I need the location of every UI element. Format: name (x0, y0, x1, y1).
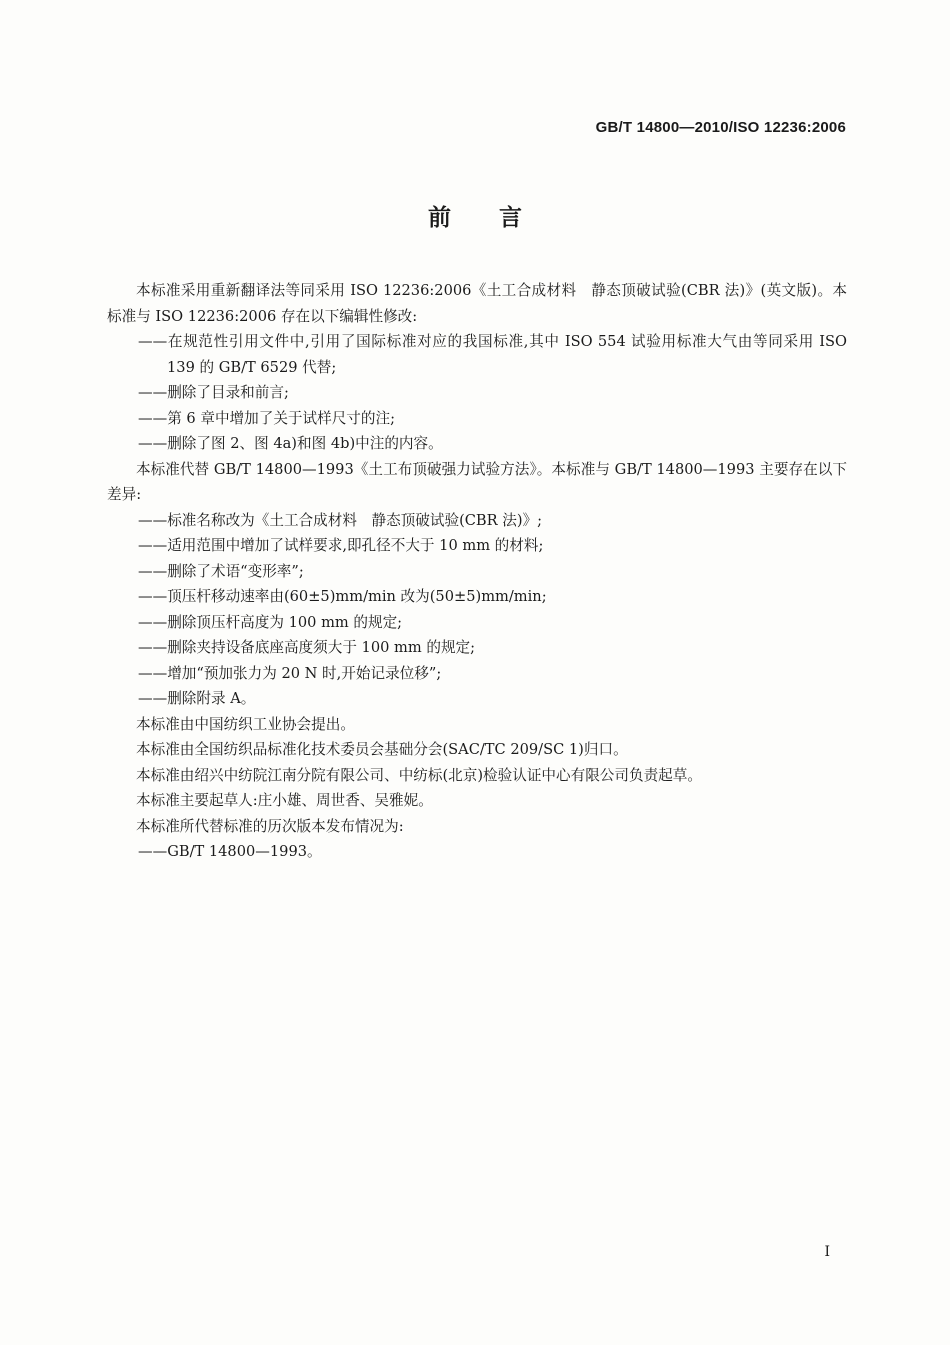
list-item: ——删除附录 A。 (138, 690, 256, 707)
list-item: ——删除夹持设备底座高度须大于 100 mm 的规定; (138, 639, 476, 656)
foreword-body (107, 278, 847, 865)
list-item: ——第 6 章中增加了关于试样尺寸的注; (138, 409, 395, 427)
paragraph: 本标准采用重新翻译法等同采用 ISO 12236:2006《土工合成材料 静态顶破试验(CBR 法)》(英文版)。本标准与 ISO 12236:2006 存在以下编辑性修改: (107, 282, 847, 325)
standard-number: GB/T 14800—2010/ISO 12236:2006 (595, 119, 846, 136)
page-title: 前言 (428, 205, 570, 231)
list-item: ——适用范围中增加了试样要求,即孔径不大于 10 mm 的材料; (138, 537, 544, 554)
paragraph: 本标准由全国纺织品标准化技术委员会基础分会(SAC/TC 209/SC 1)归口。 (136, 741, 628, 758)
list-item: ——在规范性引用文件中,引用了国际标准对应的我国标准,其中 ISO 554 试验用标准大气由等同采用 ISO 139 的 GB/T 6529 代替; (138, 333, 847, 376)
list-item: ——删除顶压杆高度为 100 mm 的规定; (138, 613, 403, 631)
paragraph: 本标准由绍兴中纺院江南分院有限公司、中纺标(北京)检验认证中心有限公司负责起草。 (136, 766, 702, 784)
list-item: ——顶压杆移动速率由(60±5)mm/min 改为(50±5)mm/min; (138, 588, 547, 605)
list-item: ——删除了目录和前言; (138, 384, 289, 401)
list-item: ——增加“预加张力为 20 N 时,开始记录位移”; (138, 664, 442, 682)
paragraph: 本标准主要起草人:庄小雄、周世香、吴雅妮。 (136, 792, 433, 809)
list-item: ——GB/T 14800—1993。 (138, 843, 322, 860)
list-item: ——标准名称改为《土工合成材料 静态顶破试验(CBR 法)》; (138, 511, 543, 529)
paragraph: 本标准由中国纺织工业协会提出。 (136, 715, 355, 733)
paragraph: 本标准所代替标准的历次版本发布情况为: (136, 817, 404, 835)
page-number: I (824, 1244, 830, 1260)
list-item: ——删除了术语“变形率”; (138, 562, 304, 580)
list-item: ——删除了图 2、图 4a)和图 4b)中注的内容。 (138, 435, 443, 452)
paragraph: 本标准代替 GB/T 14800—1993《土工布顶破强力试验方法》。本标准与 GB/T 14800—1993 主要存在以下差异: (107, 460, 847, 503)
